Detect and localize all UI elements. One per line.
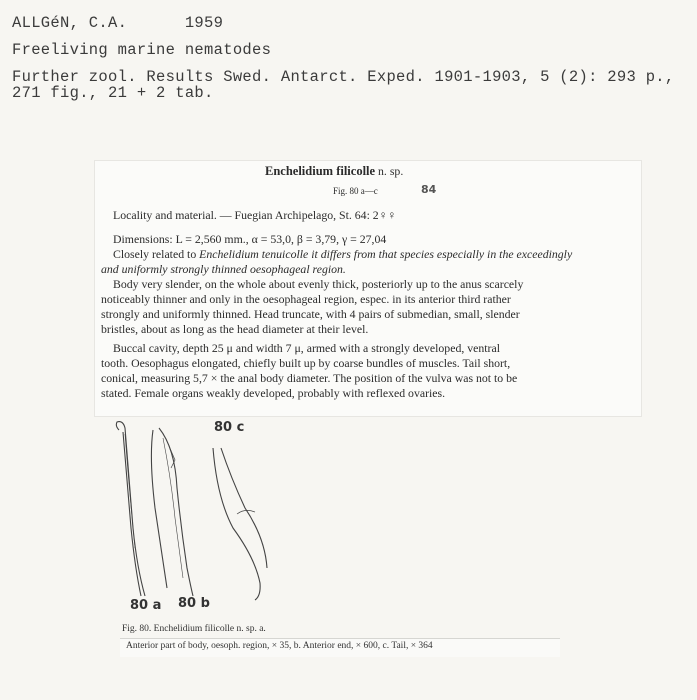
dimensions-line: Dimensions: L = 2,560 mm., α = 53,0, β = 3,79, γ = 27,04 [113,232,387,246]
species-name: Enchelidium filicolle [265,164,376,178]
buccal-line-1: Buccal cavity, depth 25 μ and width 7 μ, armed with a strongly developed, ventral [113,341,500,355]
body-line-1: Body very slender, on the whole about evenly thick, posteriorly up to the anus scarcely [113,277,524,291]
figure-reference: Fig. 80 a—c [333,186,378,196]
fig-label-80b: 80 b [178,596,210,611]
figure-caption-title: Fig. 80. Enchelidium filicolle n. sp. a. [122,624,266,634]
citation-author-year: ALLGéN, C.A. 1959 [12,14,224,32]
body-line-3: strongly and uniformly thinned. Head truncate, with 4 pairs of submedian, small, slender [101,307,520,321]
locality-line: Locality and material. — Fuegian Archipelago, St. 64: 2♀♀ [113,208,397,222]
species-heading [265,164,403,179]
figure-caption-detail: Anterior part of body, oesoph. region, × 35, b. Anterior end, × 600, c. Tail, × 364 [126,641,433,651]
buccal-line-2: tooth. Oesophagus elongated, chiefly built up by coarse bundles of muscles. Tail short, [101,356,511,370]
citation-source: Further zool. Results Swed. Antarct. Exped. 1901-1903, 5 (2): 293 p., [12,68,675,86]
diagnosis-lead: Closely related to [113,247,200,261]
fig-80a-body-outline [116,422,145,596]
species-description-clipping [94,160,642,417]
fig-label-80c: 80 c [214,420,245,435]
diagnosis-line-2: and uniformly strongly thinned oesophageal region. [101,262,346,276]
body-line-2: noticeably thinner and only in the oesophageal region, espec. in its anterior third rather [101,292,511,306]
nematode-illustration [105,418,285,618]
fig-80c-tail-outer [213,448,260,600]
citation-title: Freeliving marine nematodes [12,41,272,59]
fig-80c-anus [237,510,255,514]
fig-80b-outline-left [151,430,167,588]
buccal-line-4: stated. Female organs weakly developed, probably with reflexed ovaries. [101,386,446,400]
buccal-line-3: conical, measuring 5,7 × the anal body diameter. The position of the vulva was not to be [101,371,518,385]
body-line-4: bristles, about as long as the head diameter at their level. [101,322,369,336]
handwritten-page-note: 84 [421,183,437,196]
citation-extent: 271 fig., 21 + 2 tab. [12,84,214,102]
diagnosis-line-1 [113,247,572,262]
fig-label-80a: 80 a [130,598,162,613]
fig-80c-tail-inner [221,448,267,568]
species-status: n. sp. [375,164,404,178]
diagnosis-comparison: Enchelidium tenuicolle it differs from that species especially in the exceedingly [199,247,573,261]
